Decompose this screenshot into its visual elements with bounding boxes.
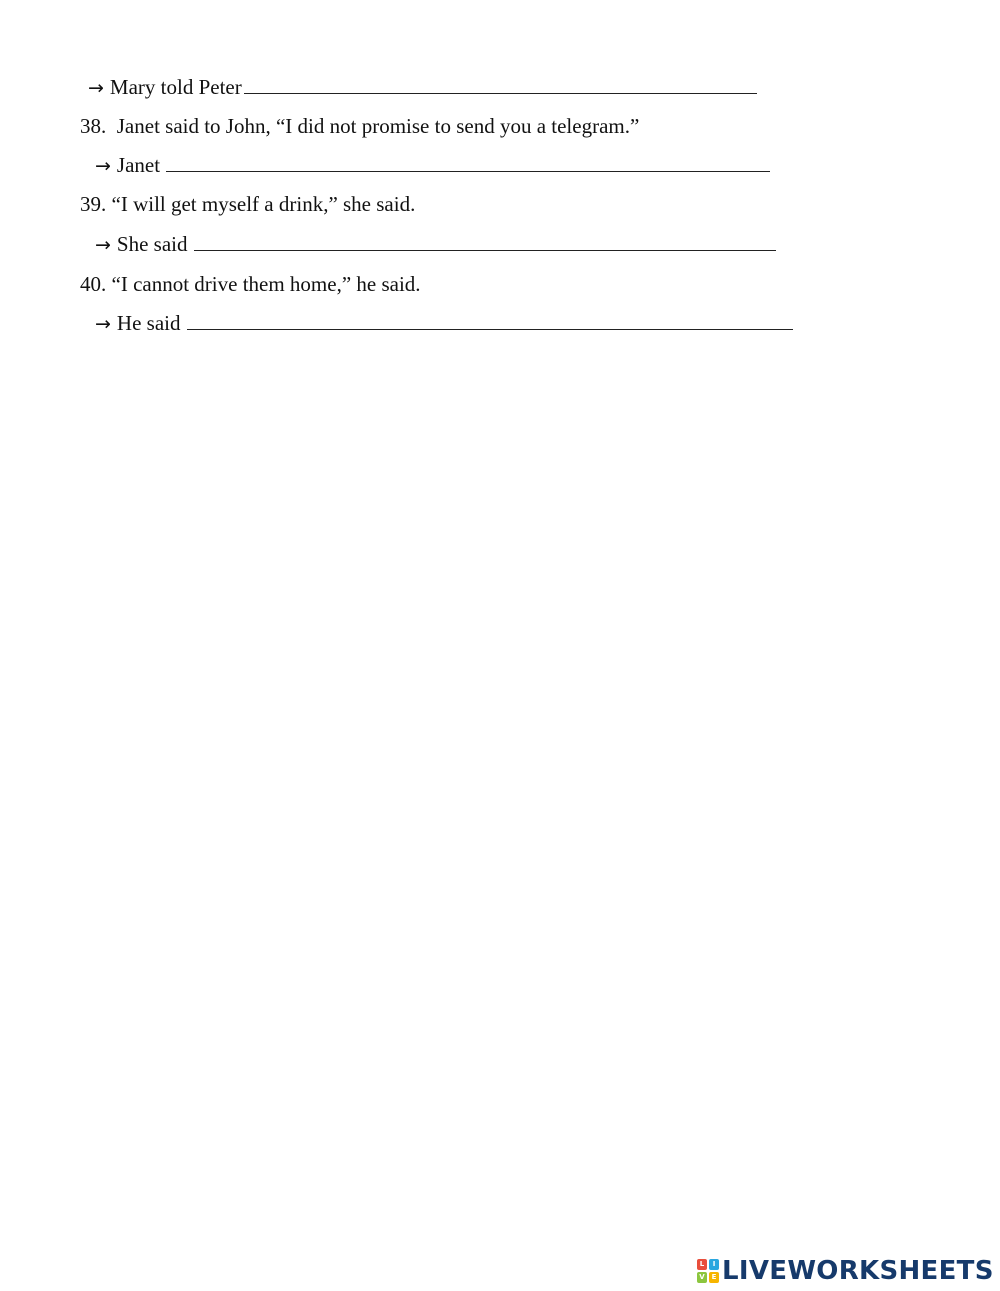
arrow-right-icon: → — [95, 155, 111, 177]
arrow-right-icon: → — [95, 234, 111, 256]
logo-letter: I — [709, 1259, 719, 1270]
answer-prefix: He said — [116, 311, 181, 335]
answer-line-37 — [88, 74, 757, 101]
answer-prefix: She said — [116, 232, 188, 256]
logo-mark-icon — [697, 1259, 719, 1283]
answer-line-40 — [95, 310, 793, 337]
logo-letter: L — [697, 1259, 707, 1270]
question-prompt: Janet said to John, “I did not promise to send you a telegram.” — [116, 114, 640, 138]
liveworksheets-logo — [697, 1257, 994, 1285]
question-39 — [80, 191, 415, 217]
arrow-right-icon: → — [88, 77, 104, 99]
question-40 — [80, 271, 421, 297]
answer-blank-37[interactable] — [244, 75, 757, 94]
question-prompt: “I cannot drive them home,” he said. — [111, 272, 421, 296]
question-number: 38. — [80, 114, 107, 138]
answer-blank-40[interactable] — [187, 311, 793, 330]
question-38 — [80, 113, 639, 139]
logo-letter: E — [709, 1272, 719, 1283]
answer-blank-39[interactable] — [194, 232, 776, 251]
answer-prefix: Janet — [116, 153, 161, 177]
question-number: 40. — [80, 272, 107, 296]
logo-text: LIVEWORKSHEETS — [722, 1256, 994, 1286]
logo-letter: V — [697, 1272, 707, 1283]
question-number: 39. — [80, 192, 107, 216]
answer-prefix: Mary told Peter — [109, 75, 242, 99]
question-prompt: “I will get myself a drink,” she said. — [111, 192, 416, 216]
answer-line-39 — [95, 231, 776, 258]
arrow-right-icon: → — [95, 313, 111, 335]
answer-line-38 — [95, 152, 770, 179]
answer-blank-38[interactable] — [166, 153, 770, 172]
